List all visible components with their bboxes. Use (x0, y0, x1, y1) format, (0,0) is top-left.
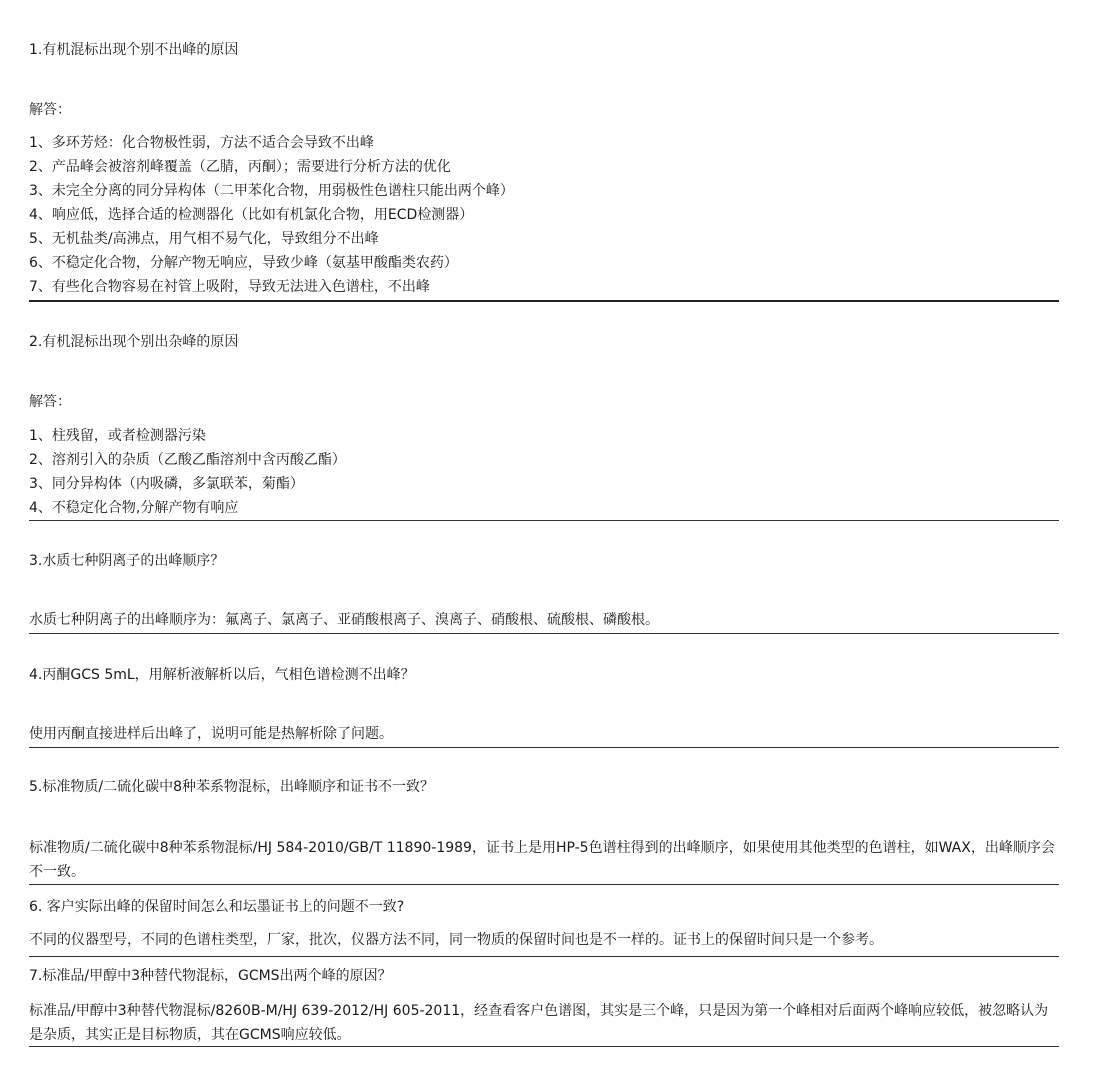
answer-label-2: 解答： (29, 394, 71, 410)
question-1: 1.有机混标出现个别不出峰的原因 (29, 42, 239, 58)
answer-2-item: 1、柱残留，或者检测器污染 (29, 428, 206, 444)
section-divider (29, 884, 1059, 885)
question-7: 7.标准品/甲醇中3种替代物混标，GCMS出两个峰的原因？ (29, 968, 392, 984)
answer-7: 标准品/甲醇中3种替代物混标/8260B-M/HJ 639-2012/HJ 605-2011，经查看客户色谱图，其实是三个峰，只是因为第一个峰相对后面两个峰响应较低，被忽略认为是杂质，其实正是目标物质，其在GCMS响应较低。 (29, 1003, 1049, 1043)
section-divider (29, 956, 1059, 957)
answer-6: 不同的仪器型号，不同的色谱柱类型，厂家，批次，仪器方法不同，同一物质的保留时间也是不一样的。证书上的保留时间只是一个参考。 (29, 932, 883, 948)
question-6: 6. 客户实际出峰的保留时间怎么和坛墨证书上的问题不一致? (29, 899, 405, 915)
answer-1-item: 7、有些化合物容易在衬管上吸附，导致无法进入色谱柱，不出峰 (29, 279, 430, 295)
answer-1-item: 4、响应低，选择合适的检测器化（比如有机氯化合物，用ECD检测器） (29, 207, 474, 223)
answer-1-item: 2、产品峰会被溶剂峰覆盖（乙腈，丙酮）；需要进行分析方法的优化 (29, 159, 451, 175)
answer-2-item: 2、溶剂引入的杂质（乙酸乙酯溶剂中含丙酸乙酯） (29, 452, 346, 468)
answer-label-1: 解答： (29, 102, 71, 118)
answer-1-item: 1、多环芳烃：化合物极性弱，方法不适合会导致不出峰 (29, 135, 374, 151)
section-divider (29, 1046, 1059, 1047)
section-divider (29, 520, 1059, 521)
question-4: 4.丙酮GCS 5mL，用解析液解析以后，气相色谱检测不出峰？ (29, 667, 415, 683)
question-2: 2.有机混标出现个别出杂峰的原因 (29, 334, 239, 350)
answer-2-item: 4、不稳定化合物,分解产物有响应 (29, 500, 239, 516)
answer-3: 水质七种阴离子的出峰顺序为：氟离子、氯离子、亚硝酸根离子、溴离子、硝酸根、硫酸根、磷酸根。 (29, 612, 659, 628)
section-divider (29, 300, 1059, 302)
answer-1-item: 6、不稳定化合物，分解产物无响应，导致少峰（氨基甲酸酯类农药） (29, 255, 458, 271)
section-divider (29, 633, 1059, 634)
answer-2-item: 3、同分异构体（内吸磷，多氯联苯，菊酯） (29, 476, 304, 492)
answer-5: 标准物质/二硫化碳中8种苯系物混标/HJ 584-2010/GB/T 11890-1989，证书上是用HP-5色谱柱得到的出峰顺序，如果使用其他类型的色谱柱，如WAX，出峰顺序会不一致。 (29, 840, 1055, 880)
question-3: 3.水质七种阴离子的出峰顺序？ (29, 553, 225, 569)
section-divider (29, 747, 1059, 748)
answer-1-item: 5、无机盐类/高沸点，用气相不易气化，导致组分不出峰 (29, 231, 379, 247)
question-5: 5.标准物质/二硫化碳中8种苯系物混标，出峰顺序和证书不一致？ (29, 779, 434, 795)
answer-4: 使用丙酮直接进样后出峰了，说明可能是热解析除了问题。 (29, 726, 393, 742)
answer-1-item: 3、未完全分离的同分异构体（二甲苯化合物，用弱极性色谱柱只能出两个峰） (29, 183, 514, 199)
